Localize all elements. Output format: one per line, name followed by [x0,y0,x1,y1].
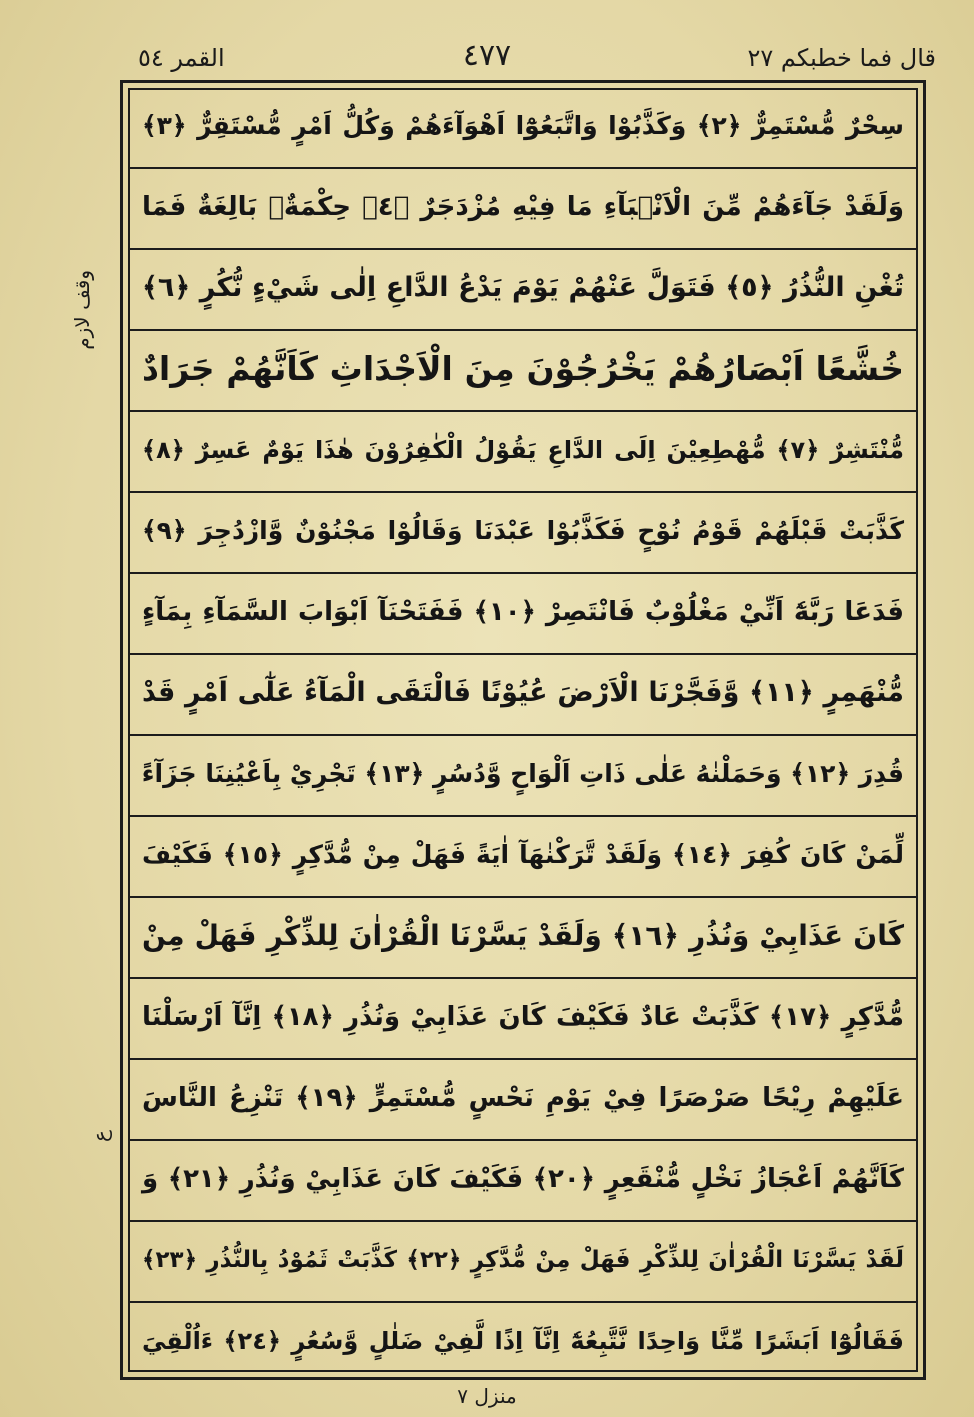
text-line: فَدَعَا رَبَّهٗٓ اَنِّيْ مَغْلُوْبٌ فَانْتَصِرْ ﴿١٠﴾ فَفَتَحْنَآ اَبْوَابَ السَّمَآءِ بِمَآءٍ [128,574,918,655]
text-line: عَلَيْهِمْ رِيْحًا صَرْصَرًا فِيْ يَوْمِ نَحْسٍ مُّسْتَمِرٍّ ﴿١٩﴾ تَنْزِعُ النَّاسَ [128,1060,918,1141]
surah-name: القمر ٥٤ [138,44,225,72]
ruku-marker: ع [88,1130,112,1142]
text-line: مُّدَّكِرٍ ﴿١٧﴾ كَذَّبَتْ عَادٌ فَكَيْفَ كَانَ عَذَابِيْ وَنُذُرِ ﴿١٨﴾ اِنَّآ اَرْسَلْنَا [128,979,918,1060]
text-line: مُّنْتَشِرٌ ﴿٧﴾ مُّهْطِعِيْنَ اِلَى الدَّاعِ يَقُوْلُ الْكٰفِرُوْنَ هٰذَا يَوْمٌ عَسِرٌ ﴿٨﴾ [128,412,918,493]
page-number: ٤٧٧ [462,38,512,73]
text-line: سِحْرٌ مُّسْتَمِرٌّ ﴿٢﴾ وَكَذَّبُوْا وَاتَّبَعُوْٓا اَهْوَآءَهُمْ وَكُلُّ اَمْرٍ مُّسْتَقِرٌّ ﴿٣﴾ [128,88,918,169]
text-line: تُغْنِ النُّذُرُ ﴿٥﴾ فَتَوَلَّ عَنْهُمْ يَوْمَ يَدْعُ الدَّاعِ اِلٰى شَيْءٍ نُّكُرٍ ﴿٦﴾ [128,250,918,331]
text-line: لِّمَنْ كَانَ كُفِرَ ﴿١٤﴾ وَلَقَدْ تَّرَكْنٰهَآ اٰيَةً فَهَلْ مِنْ مُّدَّكِرٍ ﴿١٥﴾ فَكَيْفَ [128,817,918,898]
waqf-margin-note: وقف لازم [70,270,94,350]
text-block [128,88,918,1372]
text-line: خُشَّعًا اَبْصَارُهُمْ يَخْرُجُوْنَ مِنَ الْاَجْدَاثِ كَاَنَّهُمْ جَرَادٌ [128,331,918,412]
text-line: فَقَالُوْٓا اَبَشَرًا مِّنَّا وَاحِدًا نَّتَّبِعُهٗٓ اِنَّآ اِذًا لَّفِيْ ضَلٰلٍ وَّسُعُرٍ ﴿٢٤﴾ ءَاُلْقِيَ [142,1327,905,1355]
juz-name: قال فما خطبکم ۲۷ [747,44,936,72]
text-line: لَقَدْ يَسَّرْنَا الْقُرْاٰنَ لِلذِّكْرِ فَهَلْ مِنْ مُّدَّكِرٍ ﴿٢٢﴾ كَذَّبَتْ ثَمُوْدُ بِالنُّذُرِ ﴿٢٣﴾ [128,1222,918,1303]
text-line: مُّنْهَمِرٍ ﴿١١﴾ وَّفَجَّرْنَا الْاَرْضَ عُيُوْنًا فَالْتَقَى الْمَآءُ عَلٰٓى اَمْرٍ قَدْ [128,655,918,736]
text-line: قُدِرَ ﴿١٢﴾ وَحَمَلْنٰهُ عَلٰى ذَاتِ اَلْوَاحٍ وَّدُسُرٍ ﴿١٣﴾ تَجْرِيْ بِاَعْيُنِنَا جَزَآءً [128,736,918,817]
manzil-footer: منزل ٧ [457,1384,517,1408]
text-line: كَاَنَّهُمْ اَعْجَازُ نَخْلٍ مُّنْقَعِرٍ ﴿٢٠﴾ فَكَيْفَ كَانَ عَذَابِيْ وَنُذُرِ ﴿٢١﴾ وَ [128,1141,918,1222]
text-line: وَلَقَدْ جَآءَهُمْ مِّنَ الْاَنْۢبَآءِ مَا فِيْهِ مُزْدَجَرٌ ﴿٤﴾ حِكْمَةٌۢ بَالِغَةٌ فَمَا [128,169,918,250]
text-line: كَذَّبَتْ قَبْلَهُمْ قَوْمُ نُوْحٍ فَكَذَّبُوْا عَبْدَنَا وَقَالُوْا مَجْنُوْنٌ وَّازْدُجِرَ ﴿٩﴾ [128,493,918,574]
text-line: كَانَ عَذَابِيْ وَنُذُرِ ﴿١٦﴾ وَلَقَدْ يَسَّرْنَا الْقُرْاٰنَ لِلذِّكْرِ فَهَلْ مِنْ [128,898,918,979]
